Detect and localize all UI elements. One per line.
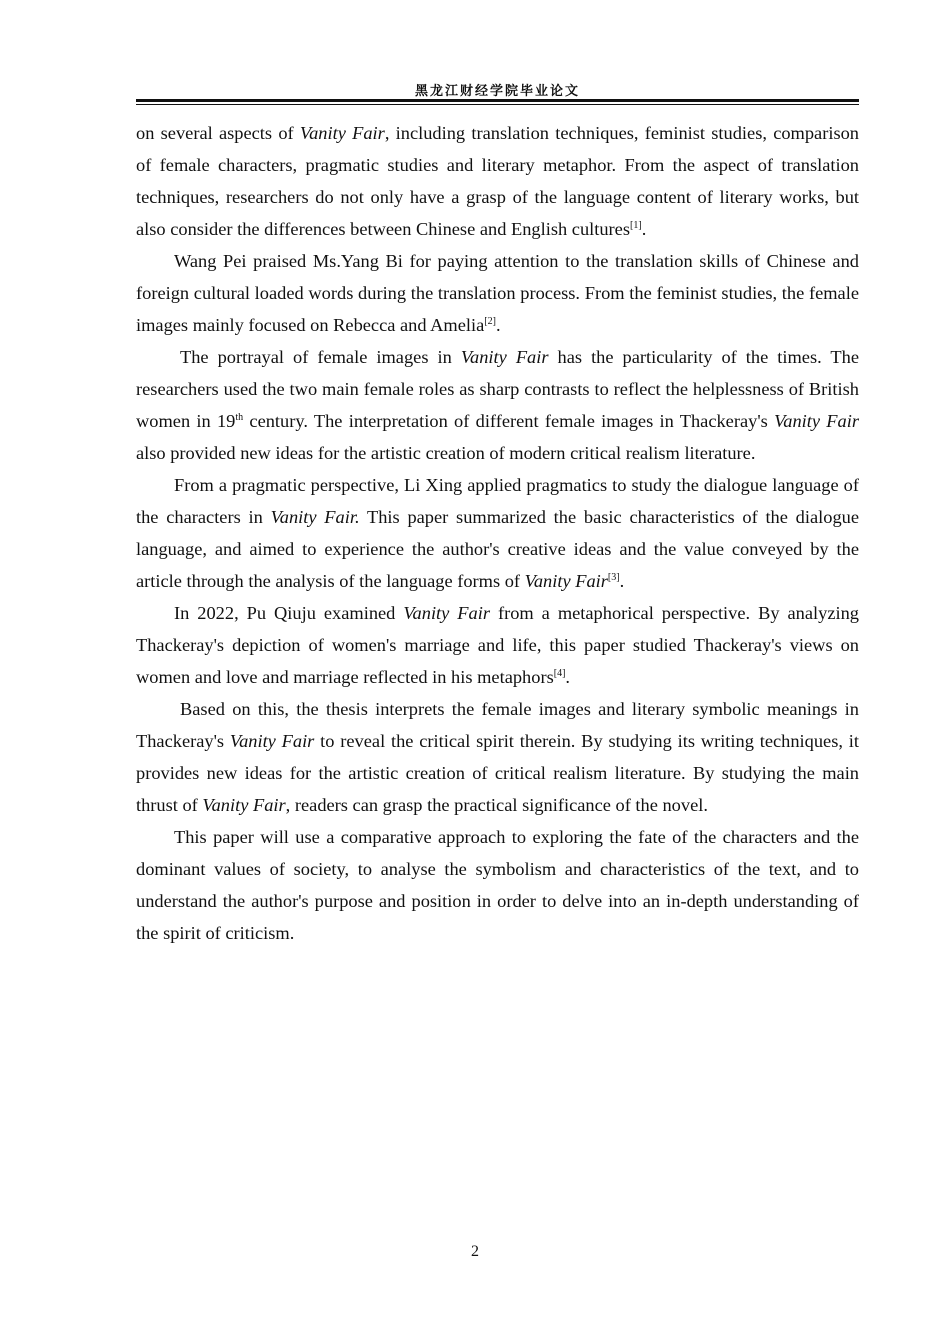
body-text — [136, 117, 859, 949]
italic-title: Vanity Fair — [774, 411, 859, 431]
paragraph-1 — [136, 117, 859, 245]
paragraph-5 — [136, 597, 859, 693]
text-run: , including translation techniques, feminist studies, comparison of female characters, pragmatic studies and literary metaphor. From the aspect of translation techniques, researchers do not only have a grasp of the language content of literary works, but also consider the differences between Chinese and English cultures — [136, 123, 859, 239]
page-number: 2 — [471, 1243, 479, 1260]
text-run: on several aspects of — [136, 123, 300, 143]
citation-marker: [1] — [630, 219, 642, 231]
paragraph-4 — [136, 469, 859, 597]
text-run: to reveal the critical spirit therein. By studying its writing techniques, it provides new ideas for the artistic creation of critical realism literature. By studying the main thrust of — [136, 731, 859, 815]
page-header-title: 黑龙江财经学院毕业论文 — [414, 84, 580, 99]
citation-marker: [2] — [484, 315, 496, 327]
text-run: Based on this, the thesis interprets the female images and literary symbolic meanings in Thackeray's — [136, 699, 859, 751]
italic-title: Vanity Fair — [460, 347, 549, 367]
text-run: This paper summarized the basic characteristics of the dialogue language, and aimed to experience the author's creative ideas and the value conveyed by the article through the analysis of the language forms of — [136, 507, 860, 591]
italic-title: Vanity Fair — [229, 731, 315, 751]
citation-marker: [3] — [607, 571, 620, 583]
text-run: . — [495, 315, 501, 335]
text-run: Wang Pei praised Ms.Yang Bi for paying attention to the translation skills of Chinese and foreign cultural loaded words during the translation process. From the feminist studies, the female images mainly focused on Rebecca and Amelia — [136, 251, 859, 335]
text-run: In 2022, Pu Qiuju examined — [174, 603, 404, 623]
paragraph-3 — [136, 341, 859, 469]
italic-title: Vanity Fair — [403, 603, 490, 623]
paragraph-6 — [136, 693, 859, 821]
text-run: . — [641, 219, 647, 239]
text-run: from a metaphorical perspective. By analyzing Thackeray's depiction of women's marriage and life, this paper studied Thackeray's views on women and love and marriage reflected in his metaphors — [136, 603, 860, 687]
italic-title: Vanity Fair — [524, 571, 608, 591]
header-rule-thick — [136, 99, 859, 102]
paragraph-2 — [136, 245, 859, 341]
text-run: , readers can grasp the practical significance of the novel. — [285, 795, 708, 815]
text-run: century. The interpretation of different female images in Thackeray's — [243, 411, 775, 431]
citation-marker: th — [235, 411, 244, 423]
text-run: . — [619, 571, 625, 591]
header-rule-thin — [136, 104, 859, 105]
text-run: This paper will use a comparative approach to exploring the fate of the characters and the dominant values of society, to analyse the symbolism and characteristics of the text, and to understand the author's purpose and position in order to delve into an in-depth understanding of the spirit of criticism. — [136, 827, 859, 943]
italic-title: Vanity Fair — [202, 795, 286, 815]
text-run: From a pragmatic perspective, Li Xing applied pragmatics to study the dialogue language of the characters in — [136, 475, 859, 527]
citation-marker: [4] — [553, 667, 566, 679]
text-run: also provided new ideas for the artistic creation of modern critical realism literature. — [136, 443, 756, 463]
paragraph-7 — [136, 821, 859, 949]
text-run: has the particularity of the times. The researchers used the two main female roles as sharp contrasts to reflect the helplessness of British women in 19 — [136, 347, 859, 431]
italic-title: Vanity Fair — [299, 123, 385, 143]
text-run: . — [565, 667, 571, 687]
text-run: The portrayal of female images in — [180, 347, 461, 367]
italic-title: Vanity Fair. — [270, 507, 360, 527]
